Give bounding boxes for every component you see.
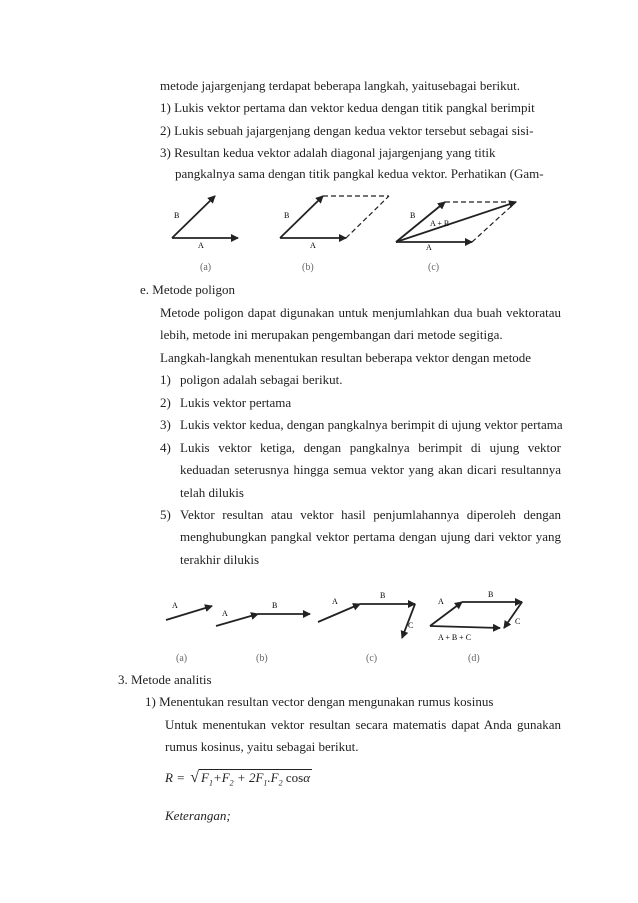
list-num: 3) [160, 417, 171, 432]
caption-a: (a) [176, 653, 188, 664]
list-text: Lukis vektor pertama [180, 395, 292, 410]
figure-polygon [160, 588, 530, 668]
list-num: 5) [160, 507, 171, 522]
list-text: telah dilukis [180, 485, 244, 500]
paragraph-line: Untuk menentukan vektor resultan secara matematis dapat Anda gunakan [165, 717, 561, 732]
formula-sub: 1 [208, 778, 213, 788]
formula [165, 769, 312, 793]
caption-c: (c) [366, 653, 378, 664]
list-text: Lukis vektor kedua, dengan pangkalnya berimpit di ujung vektor pertama [180, 417, 563, 432]
formula-radicand [199, 769, 312, 788]
label-b: B [488, 590, 494, 599]
list-text: menghubungkan pangkal vektor pertama dengan ujung dari vektor yang [180, 529, 561, 544]
section-heading-3: 3. Metode analitis [118, 672, 212, 687]
formula-sub: 1 [263, 778, 268, 788]
label-b: B [380, 591, 386, 600]
fig2-c [318, 591, 415, 664]
subheading: 1) Menentukan resultan vector dengan mengunakan rumus kosinus [145, 694, 494, 709]
list-num: 4) [160, 440, 171, 455]
list-text: keduadan seterusnya hingga semua vektor yang akan dicari resultannya [180, 462, 561, 477]
formula-term: .F [267, 770, 279, 785]
caption-b: (b) [302, 262, 314, 273]
list-text: poligon adalah sebagai berikut. [180, 372, 343, 387]
label-a: A [222, 609, 228, 618]
keterangan-label: Keterangan; [165, 808, 231, 823]
sqrt-icon: √ [190, 769, 199, 786]
label-b: B [272, 601, 278, 610]
label-sum: A + B [430, 219, 450, 228]
formula-sub: 2 [229, 778, 234, 788]
formula-term: cos [282, 770, 304, 785]
list-item-2: 2) Lukis sebuah jajargenjang dengan kedua vektor tersebut sebagai sisi- [160, 123, 534, 138]
label-a: A [310, 241, 316, 250]
list-item-3: 3) Resultan kedua vektor adalah diagonal jajargenjang yang titik [160, 145, 496, 160]
text-line: metode jajargenjang terdapat beberapa langkah, yaitusebagai berikut. [160, 78, 520, 93]
label-b: B [174, 211, 180, 220]
label-b: B [410, 211, 416, 220]
label-c: C [515, 617, 521, 626]
label-a: A [198, 241, 204, 250]
list-num: 2) [160, 395, 171, 410]
label-sum: A + B + C [438, 633, 472, 642]
caption-b: (b) [256, 653, 268, 664]
fig1-b [280, 196, 389, 273]
label-c: C [408, 621, 414, 630]
label-b: B [284, 211, 290, 220]
paragraph-line: rumus kosinus, yaitu sebagai berikut. [165, 739, 359, 754]
list-num: 1) [160, 372, 171, 387]
caption-c: (c) [428, 262, 440, 273]
figure-parallelogram [160, 190, 540, 280]
formula-term: F [201, 770, 209, 785]
formula-alpha: α [303, 770, 311, 785]
list-item-3-cont: pangkalnya sama dengan titik pangkal kedua vektor. Perhatikan (Gam- [175, 166, 544, 181]
fig2-a [166, 601, 212, 664]
list-text: Vektor resultan atau vektor hasil penjumlahannya diperoleh dengan [180, 507, 561, 522]
label-a: A [438, 597, 444, 606]
formula-sub: 2 [278, 778, 283, 788]
fig2-d [430, 590, 522, 664]
paragraph-line: Metode poligon dapat digunakan untuk menjumlahkan dua buah vektoratau [160, 305, 561, 320]
formula-lhs: R = [165, 770, 185, 785]
fig1-a [172, 196, 238, 273]
label-a: A [332, 597, 338, 606]
section-heading-e: e. Metode poligon [140, 282, 235, 297]
list-text: Lukis vektor ketiga, dengan pangkalnya berimpit di ujung vektor [180, 440, 561, 455]
label-a: A [426, 243, 432, 252]
formula-term: +F [212, 770, 230, 785]
list-item-1: 1) Lukis vektor pertama dan vektor kedua dengan titik pangkal berimpit [160, 100, 535, 115]
label-a: A [172, 601, 178, 610]
fig1-c [396, 202, 516, 273]
list-text: terakhir dilukis [180, 552, 260, 567]
fig2-b [216, 601, 310, 664]
paragraph-line: Langkah-langkah menentukan resultan beberapa vektor dengan metode [160, 350, 532, 365]
formula-term: + 2F [233, 770, 264, 785]
caption-d: (d) [468, 653, 480, 664]
paragraph-line: lebih, metode ini merupakan pengembangan dari metode segitiga. [160, 327, 503, 342]
caption-a: (a) [200, 262, 212, 273]
